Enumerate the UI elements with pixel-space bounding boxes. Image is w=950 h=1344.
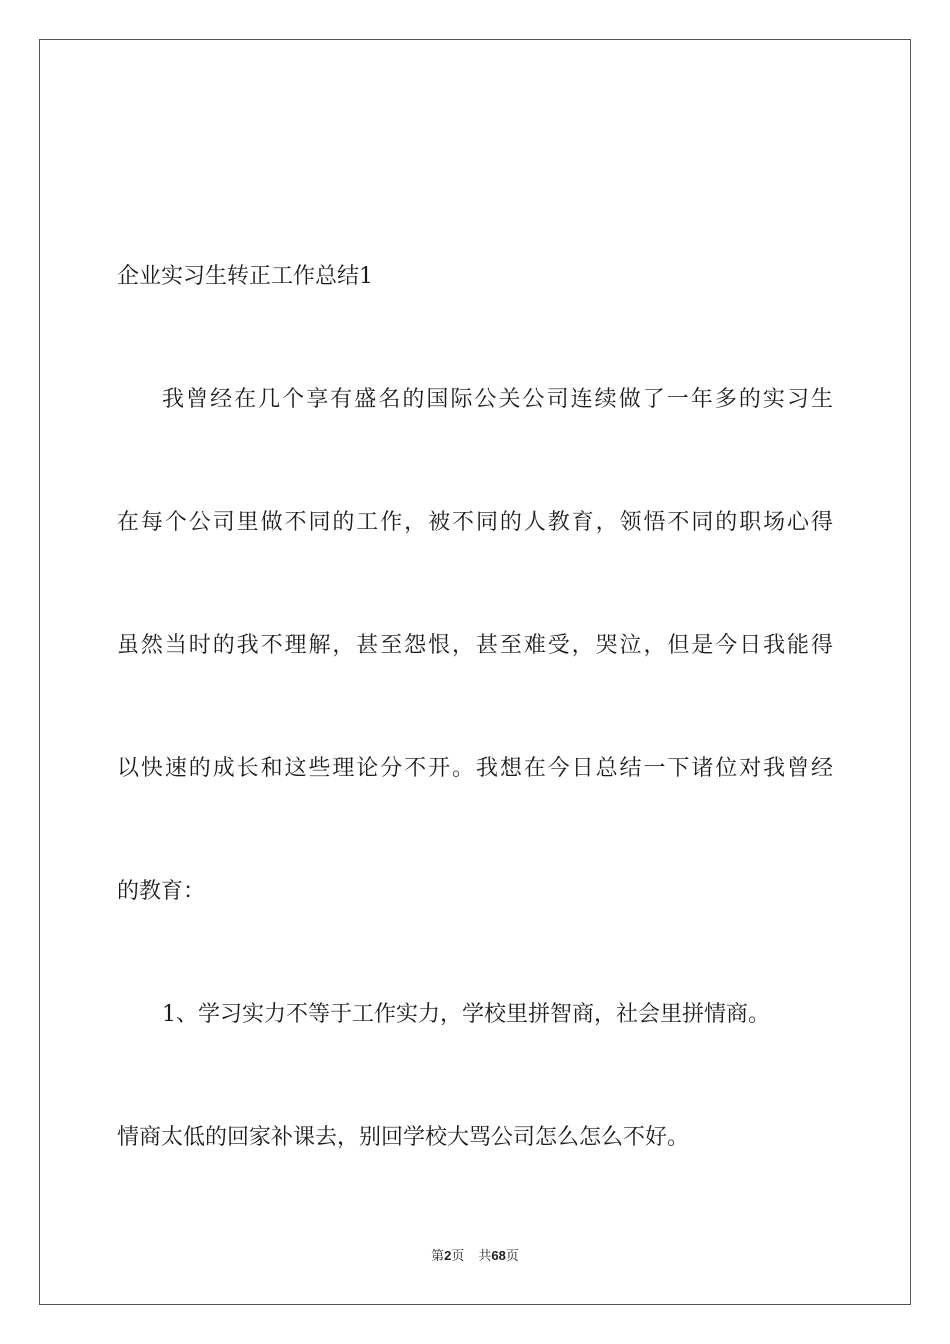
paragraph-2-line-1: 1、学习实力不等于工作实力，学校里拼智商，社会里拼情商。 (162, 1002, 770, 1027)
paragraph-1-line-5: 的教育： (117, 879, 206, 904)
total-pages: 68 (491, 1248, 506, 1263)
page-number: 2 (444, 1248, 452, 1263)
page-prefix: 第 (431, 1248, 445, 1263)
paragraph-2-line-2: 情商太低的回家补课去，别回学校大骂公司怎么怎么不好。 (117, 1125, 690, 1150)
page-footer (0, 1247, 950, 1265)
paragraph-1-line-1: 我曾经在几个享有盛名的国际公关公司连续做了一年多的实习生 (162, 387, 833, 412)
total-suffix: 页 (505, 1248, 519, 1263)
total-prefix: 共 (478, 1248, 492, 1263)
page-suffix: 页 (451, 1248, 465, 1263)
paragraph-1-line-4: 以快速的成长和这些理论分不开。我想在今日总结一下诸位对我曾经 (117, 756, 833, 781)
paragraph-1-line-3: 虽然当时的我不理解，甚至怨恨，甚至难受，哭泣，但是今日我能得 (117, 633, 833, 658)
document-title: 企业实习生转正工作总结1 (117, 264, 373, 289)
paragraph-1-line-2: 在每个公司里做不同的工作，被不同的人教育，领悟不同的职场心得 (117, 510, 833, 535)
page-border (39, 39, 911, 1305)
